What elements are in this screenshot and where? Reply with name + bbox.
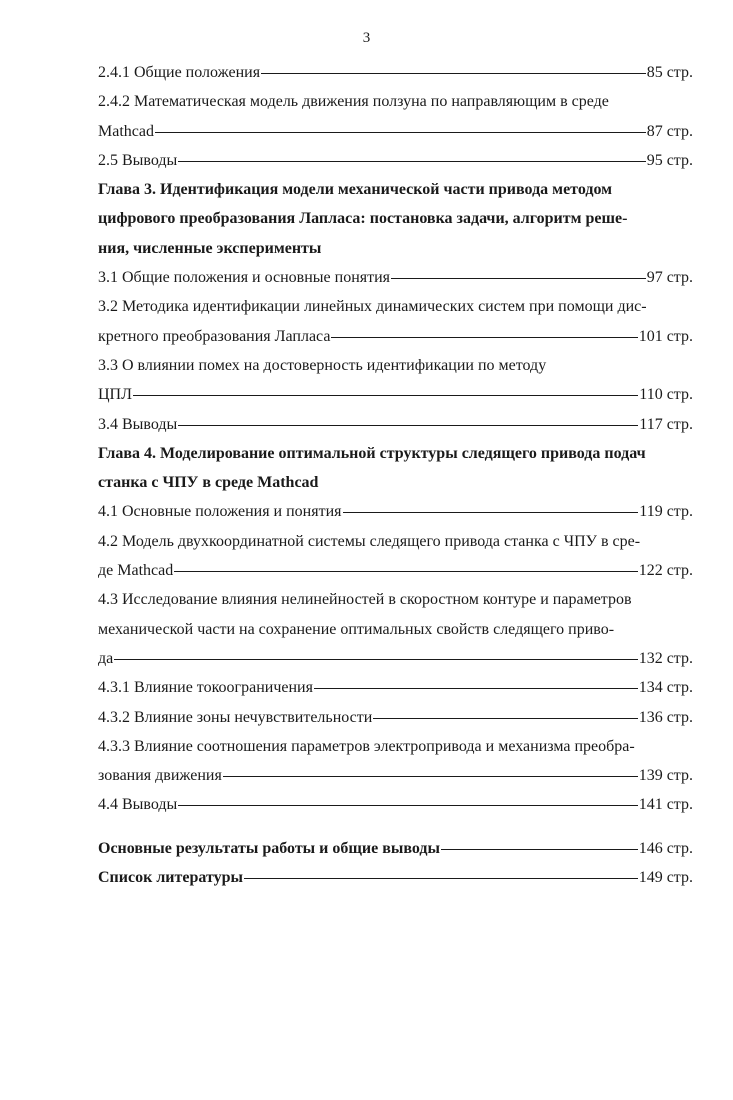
toc-entry-3-3-line1: 3.3 О влиянии помех на достоверность идентификации по методу (98, 356, 547, 374)
toc-entry-title: 3.1 Общие положения и основные понятия (98, 269, 391, 287)
toc-entry-4-3-line1: 4.3 Исследование влияния нелинейностей в скоростном контуре и параметров (98, 591, 632, 609)
table-of-contents (98, 58, 693, 892)
leader-line (178, 161, 645, 162)
toc-entry-results (98, 834, 693, 863)
toc-entry-page: 149 стр. (638, 869, 693, 887)
toc-entry-4-3-line2: механической части на сохранение оптимальных свойств следящего приво- (98, 620, 615, 638)
toc-entry-3-4 (98, 410, 693, 439)
chapter-3-heading-line1: Глава 3. Идентификация модели механической части привода методом (98, 181, 613, 199)
toc-entry-page: 139 стр. (638, 767, 693, 785)
leader-line (244, 878, 638, 879)
toc-entry-page: 146 стр. (638, 839, 693, 857)
toc-entry-title: 4.3.1 Влияние токоограничения (98, 679, 313, 697)
toc-entry-title: 3.4 Выводы (98, 415, 178, 433)
leader-line (174, 571, 637, 572)
toc-entry-4-2 (98, 556, 693, 585)
toc-entry-page: 101 стр. (638, 327, 693, 345)
toc-entry-title: 2.5 Выводы (98, 151, 178, 169)
toc-entry-4-3 (98, 644, 693, 673)
toc-entry-page: 85 стр. (646, 64, 693, 81)
toc-entry-4-4 (98, 790, 693, 819)
leader-line (331, 337, 637, 338)
leader-line (155, 132, 646, 133)
leader-line (391, 278, 646, 279)
toc-entry-page: 134 стр. (638, 679, 693, 697)
page-number: 3 (362, 30, 371, 46)
leader-line (441, 849, 638, 850)
toc-entry-page: 87 стр. (646, 122, 693, 140)
toc-entry-page: 141 стр. (638, 796, 693, 814)
toc-entry-4-3-3 (98, 761, 693, 790)
toc-entry-references (98, 863, 693, 892)
toc-entry-2-5 (98, 146, 693, 175)
toc-entry-title: 4.4 Выводы (98, 796, 178, 814)
toc-entry-page: 97 стр. (646, 269, 693, 287)
toc-entry-page: 119 стр. (639, 503, 693, 521)
toc-entry-page: 122 стр. (638, 562, 693, 580)
toc-entry-title: да (98, 649, 114, 667)
toc-entry-3-2-line1: 3.2 Методика идентификации линейных динамических систем при помощи дис- (98, 298, 647, 316)
leader-line (178, 425, 638, 426)
leader-line (314, 688, 638, 689)
toc-entry-title: де Mathcad (98, 562, 174, 580)
toc-entry-page: 132 стр. (638, 649, 693, 667)
toc-entry-4-3-2 (98, 703, 693, 732)
toc-entry-4-3-1 (98, 673, 693, 702)
toc-entry-4-1 (98, 497, 693, 526)
leader-line (223, 776, 638, 777)
toc-entry-title: 4.3.2 Влияние зоны нечувствительности (98, 708, 373, 726)
toc-entry-3-1 (98, 263, 693, 292)
chapter-3-heading-line3: ния, численные эксперименты (98, 239, 322, 257)
toc-entry-title: Основные результаты работы и общие выводы (98, 839, 440, 857)
toc-entry-page: 136 стр. (638, 708, 693, 726)
leader-line (133, 395, 638, 396)
leader-line (178, 805, 637, 806)
toc-entry-title: Список литературы (98, 869, 243, 887)
chapter-4-heading-line1: Глава 4. Моделирование оптимальной структуры следящего привода подач (98, 444, 646, 462)
toc-entry-2-4-2 (98, 117, 693, 146)
toc-entry-title: ЦПЛ (98, 386, 132, 404)
toc-entry-2-4-1 (98, 58, 693, 87)
toc-entry-page: 110 стр. (639, 386, 693, 404)
leader-line (114, 659, 637, 660)
toc-entry-title: Mathcad (98, 122, 154, 140)
section-spacer (98, 820, 693, 834)
toc-entry-page: 117 стр. (639, 415, 693, 433)
toc-entry-3-2 (98, 322, 693, 351)
toc-entry-4-2-line1: 4.2 Модель двухкоординатной системы следящего привода станка с ЧПУ в сре- (98, 532, 641, 550)
leader-line (261, 73, 646, 74)
toc-entry-2-4-2-line1: 2.4.2 Математическая модель движения ползуна по направляющим в среде (98, 93, 609, 111)
toc-entry-title: 2.4.1 Общие положения (98, 64, 261, 81)
chapter-4-heading-line2: станка с ЧПУ в среде Mathcad (98, 474, 319, 492)
toc-entry-page: 95 стр. (646, 151, 693, 169)
leader-line (343, 512, 639, 513)
toc-entry-title: зования движения (98, 767, 222, 785)
leader-line (373, 718, 637, 719)
toc-entry-title: 4.1 Основные положения и понятия (98, 503, 342, 521)
chapter-3-heading-line2: цифрового преобразования Лапласа: постановка задачи, алгоритм реше- (98, 210, 628, 228)
toc-entry-3-3 (98, 380, 693, 409)
toc-entry-4-3-3-line1: 4.3.3 Влияние соотношения параметров электропривода и механизма преобра- (98, 737, 635, 755)
toc-entry-title: кретного преобразования Лапласа (98, 327, 331, 345)
